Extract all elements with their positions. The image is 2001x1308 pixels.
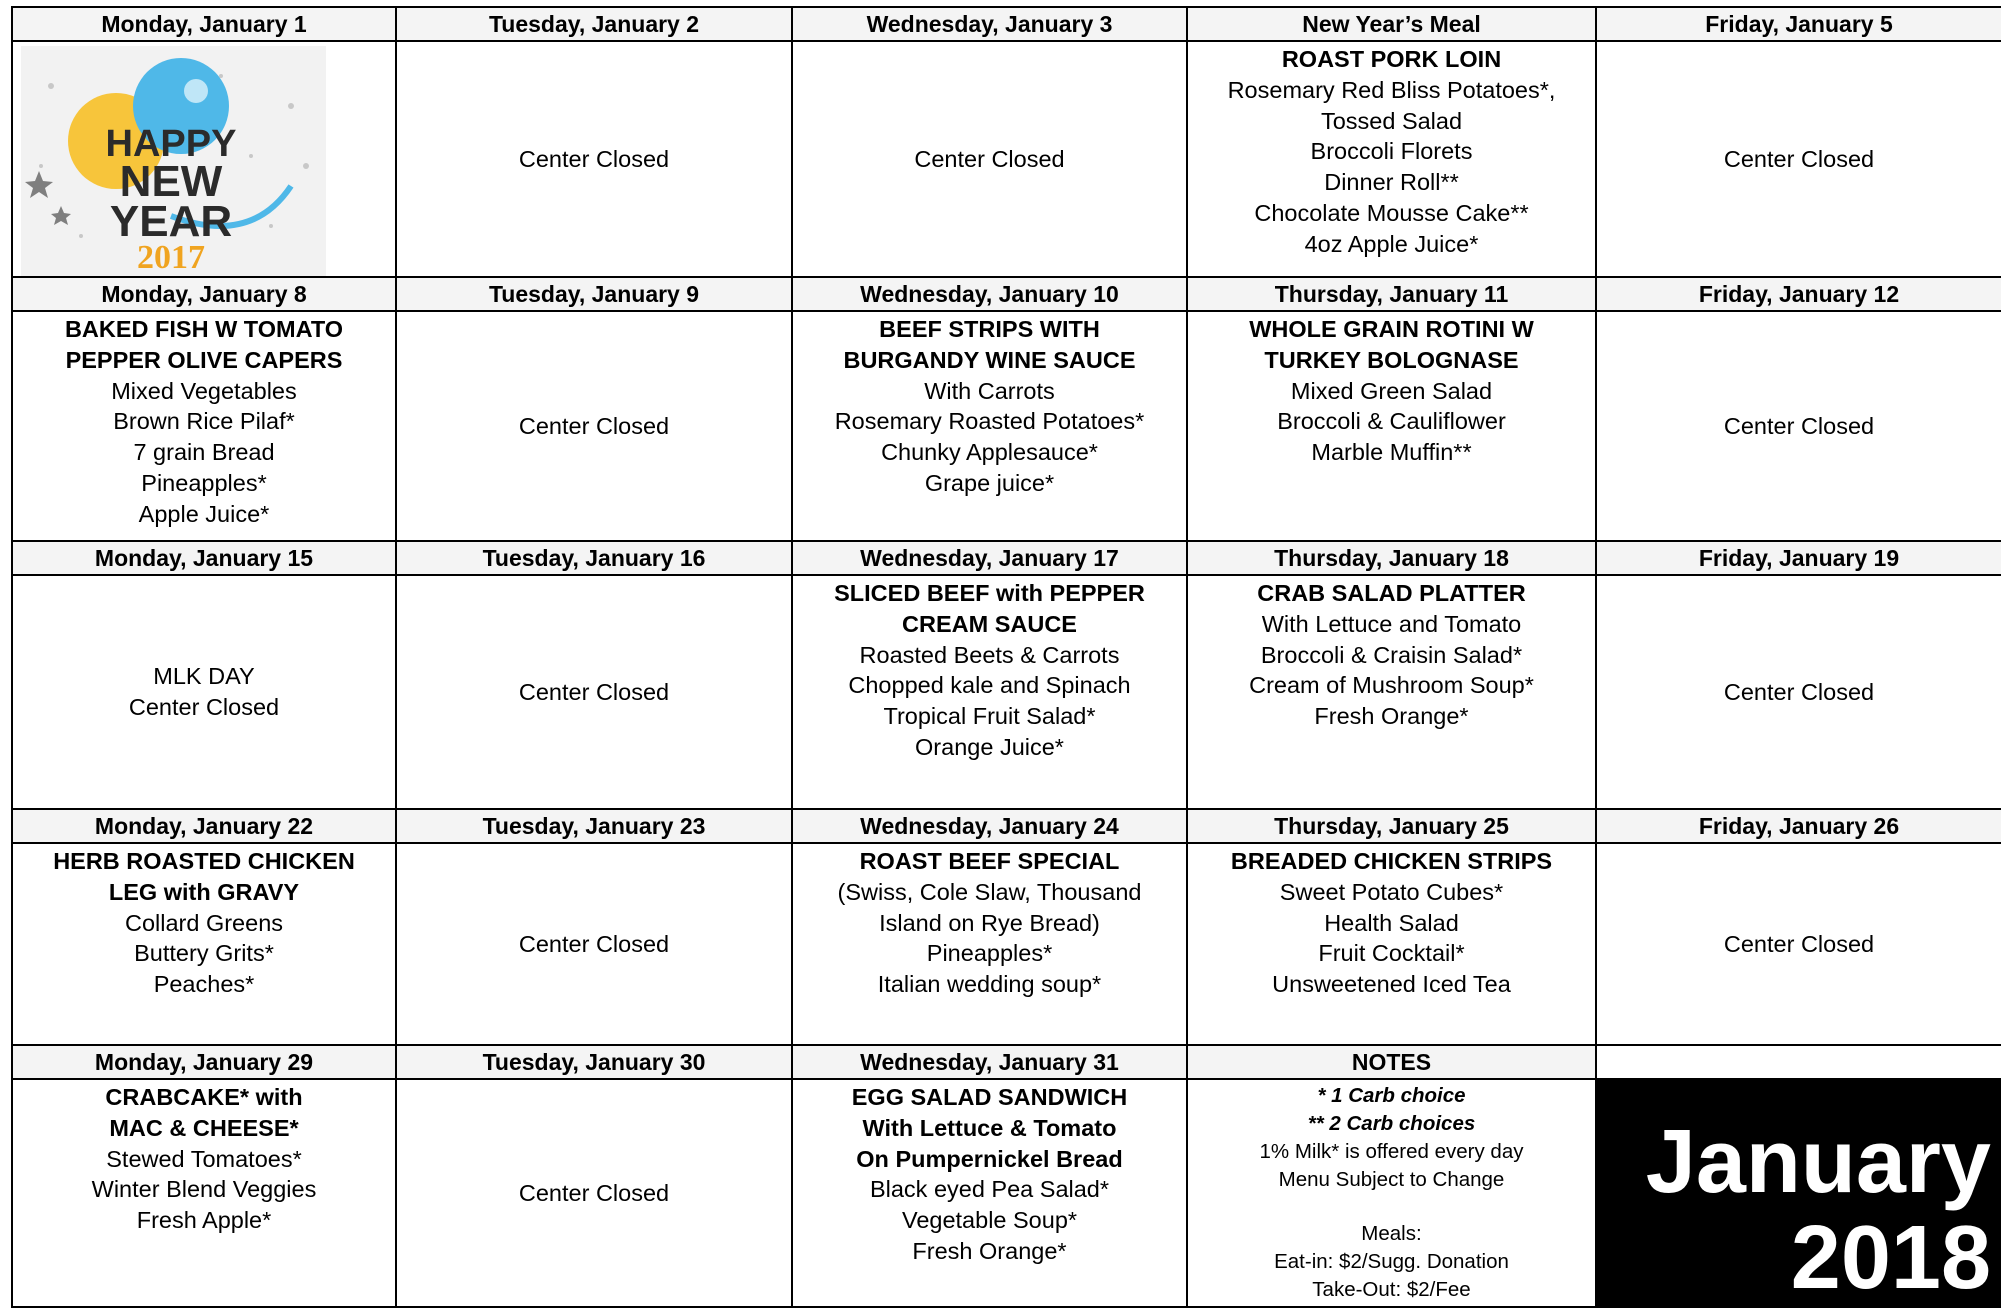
menu-item: Pineapples* (141, 469, 267, 496)
day-menu-cell (792, 575, 1187, 809)
center-closed-label: Center Closed (1723, 678, 1875, 705)
day-menu-cell (12, 1079, 396, 1307)
day-header: Wednesday, January 24 (792, 809, 1187, 843)
hny-year: YEAR (109, 197, 233, 246)
menu-content (13, 312, 395, 540)
entree-title: BREADED CHICKEN STRIPS (1230, 848, 1553, 874)
menu-item: Chopped kale and Spinach (848, 672, 1131, 699)
menu-item: Grape juice* (924, 469, 1055, 496)
entree-title: On Pumpernickel Bread (856, 1145, 1123, 1172)
entree-title: ROAST BEEF SPECIAL (859, 848, 1120, 874)
entree-title: SLICED BEEF with PEPPER (834, 580, 1145, 606)
menu-item: 7 grain Bread (133, 439, 275, 466)
menu-item: Apple Juice* (138, 500, 270, 527)
menu-content (397, 312, 791, 540)
entree-title: BAKED FISH W TOMATO (64, 316, 344, 342)
day-menu-cell (1187, 311, 1596, 541)
notes-content (1188, 1080, 1595, 1306)
entree-title: PEPPER OLIVE CAPERS (65, 346, 343, 373)
center-closed-label: Center Closed (1723, 412, 1875, 439)
day-header: Tuesday, January 9 (396, 277, 792, 311)
center-closed-label: Center Closed (1723, 930, 1875, 957)
menu-content (1597, 312, 2001, 540)
menu-item: Black eyed Pea Salad* (869, 1176, 1110, 1203)
center-closed-label: Center Closed (1723, 145, 1875, 172)
day-header: Friday, January 26 (1596, 809, 2001, 843)
menu-content (13, 576, 395, 808)
day-header: Monday, January 15 (12, 541, 396, 575)
month-title: January (1645, 1112, 1991, 1212)
menu-content (397, 1080, 791, 1306)
note-line: Take-Out: $2/Fee (1312, 1278, 1471, 1301)
menu-item: With Lettuce and Tomato (1261, 610, 1522, 637)
menu-content (1188, 576, 1595, 808)
day-menu-cell (12, 575, 396, 809)
day-header: Tuesday, January 30 (396, 1045, 792, 1079)
entree-title: BEEF STRIPS WITH (879, 316, 1100, 342)
day-header: Friday, January 19 (1596, 541, 2001, 575)
day-header: Tuesday, January 23 (396, 809, 792, 843)
center-closed-label: Center Closed (914, 145, 1065, 172)
day-header: Thursday, January 18 (1187, 541, 1596, 575)
menu-item: Health Salad (1324, 909, 1459, 936)
menu-item: Dinner Roll** (1324, 169, 1459, 196)
entree-title: ROAST PORK LOIN (1281, 46, 1502, 72)
menu-item: Italian wedding soup* (877, 971, 1102, 998)
menu-item: Cream of Mushroom Soup* (1249, 672, 1534, 699)
menu-content (397, 576, 791, 808)
day-header-row (12, 809, 2001, 843)
menu-item: Fresh Orange* (912, 1237, 1067, 1264)
menu-item: Stewed Tomatoes* (106, 1145, 302, 1172)
day-menu-row (12, 311, 2001, 541)
note-line: Menu Subject to Change (1278, 1168, 1505, 1191)
day-header: Monday, January 1 (12, 7, 396, 41)
day-header: Tuesday, January 16 (396, 541, 792, 575)
hny-new: NEW (119, 157, 223, 206)
entree-title: CRABCAKE* with (105, 1084, 303, 1110)
day-menu-cell (396, 575, 792, 809)
menu-item: Brown Rice Pilaf* (113, 408, 295, 435)
center-closed-label: Center Closed (518, 145, 670, 172)
menu-item: 4oz Apple Juice* (1304, 230, 1479, 257)
menu-content (793, 844, 1186, 1044)
day-header: Tuesday, January 2 (396, 7, 792, 41)
hny-happy: HAPPY (105, 123, 237, 165)
menu-item: Broccoli Florets (1310, 138, 1473, 165)
hny-2017: 2017 (137, 239, 205, 276)
menu-item: Marble Muffin** (1311, 439, 1472, 466)
day-menu-cell (1596, 843, 2001, 1045)
center-closed-label: Center Closed (518, 678, 670, 705)
menu-item: Broccoli & Cauliflower (1277, 408, 1506, 435)
menu-item: MLK DAY (153, 663, 255, 690)
entree-title: With Lettuce & Tomato (862, 1114, 1117, 1141)
day-header: Wednesday, January 17 (792, 541, 1187, 575)
menu-item: Rosemary Red Bliss Potatoes*, (1227, 76, 1556, 103)
center-closed-label: Center Closed (128, 694, 280, 720)
month-year: 2018 (1790, 1208, 1991, 1307)
day-menu-cell (12, 41, 396, 277)
day-menu-cell (396, 1079, 792, 1307)
menu-item: Fruit Cocktail* (1318, 940, 1465, 967)
day-header: New Year’s Meal (1187, 7, 1596, 41)
day-menu-cell (12, 311, 396, 541)
day-header: Wednesday, January 3 (792, 7, 1187, 41)
menu-item: Orange Juice* (915, 733, 1064, 760)
day-header: Friday, January 5 (1596, 7, 2001, 41)
day-header: Thursday, January 25 (1187, 809, 1596, 843)
menu-content (13, 42, 395, 276)
menu-item: Winter Blend Veggies (91, 1176, 317, 1203)
menu-content (793, 42, 1186, 276)
day-menu-row (12, 41, 2001, 277)
menu-item: Tropical Fruit Salad* (883, 703, 1096, 730)
menu-item: Mixed Vegetables (111, 377, 297, 404)
day-menu-cell (1187, 843, 1596, 1045)
menu-content (397, 844, 791, 1044)
menu-content (793, 1080, 1186, 1306)
menu-item: Mixed Green Salad (1290, 377, 1493, 404)
menu-item: Pineapples* (926, 940, 1053, 967)
happy-new-year-image (21, 46, 326, 276)
day-menu-cell (792, 311, 1187, 541)
day-header: Friday, January 12 (1596, 277, 2001, 311)
day-header: Wednesday, January 10 (792, 277, 1187, 311)
day-header: Monday, January 8 (12, 277, 396, 311)
center-closed-label: Center Closed (518, 1179, 670, 1206)
day-menu-cell (1187, 41, 1596, 277)
day-header-row (12, 541, 2001, 575)
month-block (1596, 1079, 2001, 1307)
day-header: Monday, January 22 (12, 809, 396, 843)
menu-content (1188, 312, 1595, 540)
day-header: Thursday, January 11 (1187, 277, 1596, 311)
menu-content (13, 844, 395, 1044)
day-header: Monday, January 29 (12, 1045, 396, 1079)
day-menu-cell (12, 843, 396, 1045)
entree-title: LEG with GRAVY (108, 878, 300, 905)
menu-item: Buttery Grits* (134, 940, 274, 967)
day-menu-cell (792, 41, 1187, 277)
menu-content (13, 1080, 395, 1306)
menu-item: Broccoli & Craisin Salad* (1260, 641, 1523, 668)
entree-title: EGG SALAD SANDWICH (851, 1084, 1128, 1110)
day-header-row (12, 7, 2001, 41)
day-header-row (12, 277, 2001, 311)
menu-content (1597, 576, 2001, 808)
center-closed-label: Center Closed (518, 412, 670, 439)
note-line: Eat-in: $2/Sugg. Donation (1274, 1250, 1509, 1273)
day-menu-row (12, 843, 2001, 1045)
day-header: NOTES (1187, 1045, 1596, 1079)
day-menu-cell (396, 843, 792, 1045)
entree-title: BURGANDY WINE SAUCE (843, 346, 1136, 373)
day-menu-cell (1596, 575, 2001, 809)
entree-title: CRAB SALAD PLATTER (1257, 580, 1526, 606)
menu-item: Fresh Apple* (136, 1207, 272, 1234)
note-line: 1% Milk* is offered every day (1259, 1140, 1524, 1163)
day-menu-cell (396, 311, 792, 541)
menu-item: Fresh Orange* (1314, 703, 1469, 730)
menu-item: Peaches* (153, 971, 255, 998)
menu-content (1597, 42, 2001, 276)
menu-item: Rosemary Roasted Potatoes* (834, 408, 1145, 435)
menu-item: Collard Greens (124, 909, 284, 936)
entree-title: TURKEY BOLOGNASE (1264, 346, 1519, 373)
menu-content (1188, 42, 1595, 276)
day-menu-cell (1187, 575, 1596, 809)
menu-item: With Carrots (924, 377, 1055, 404)
day-menu-cell (1596, 41, 2001, 277)
day-header (1596, 1045, 2001, 1079)
menu-content (397, 42, 791, 276)
note-line: Meals: (1361, 1222, 1422, 1245)
menu-content (1597, 1080, 2001, 1306)
menu-item: Roasted Beets & Carrots (859, 641, 1120, 668)
carb-note: ** 2 Carb choices (1307, 1112, 1476, 1135)
day-menu-cell (792, 1079, 1187, 1307)
entree-title: HERB ROASTED CHICKEN (53, 848, 355, 874)
center-closed-label: Center Closed (518, 930, 670, 957)
menu-content (1188, 844, 1595, 1044)
day-menu-cell (1187, 1079, 1596, 1307)
menu-content (1597, 844, 2001, 1044)
day-menu-cell (1596, 311, 2001, 541)
day-menu-cell (396, 41, 792, 277)
entree-title: CREAM SAUCE (902, 610, 1077, 637)
menu-content (793, 312, 1186, 540)
day-menu-cell (792, 843, 1187, 1045)
menu-item: Tossed Salad (1320, 107, 1463, 134)
menu-calendar (11, 6, 2001, 1308)
day-header: Wednesday, January 31 (792, 1045, 1187, 1079)
carb-note: * 1 Carb choice (1317, 1084, 1466, 1107)
day-menu-row (12, 575, 2001, 809)
menu-content (793, 576, 1186, 808)
menu-item: Island on Rye Bread) (879, 909, 1100, 936)
menu-item: Chocolate Mousse Cake** (1254, 199, 1529, 226)
day-menu-row (12, 1079, 2001, 1307)
entree-title: WHOLE GRAIN ROTINI W (1249, 316, 1534, 342)
menu-item: Vegetable Soup* (901, 1207, 1078, 1234)
entree-title: MAC & CHEESE* (109, 1114, 299, 1141)
menu-item: Sweet Potato Cubes* (1279, 878, 1504, 905)
menu-item: (Swiss, Cole Slaw, Thousand (837, 878, 1142, 905)
menu-item: Unsweetened Iced Tea (1272, 971, 1511, 998)
menu-item: Chunky Applesauce* (881, 439, 1098, 466)
day-header-row (12, 1045, 2001, 1079)
